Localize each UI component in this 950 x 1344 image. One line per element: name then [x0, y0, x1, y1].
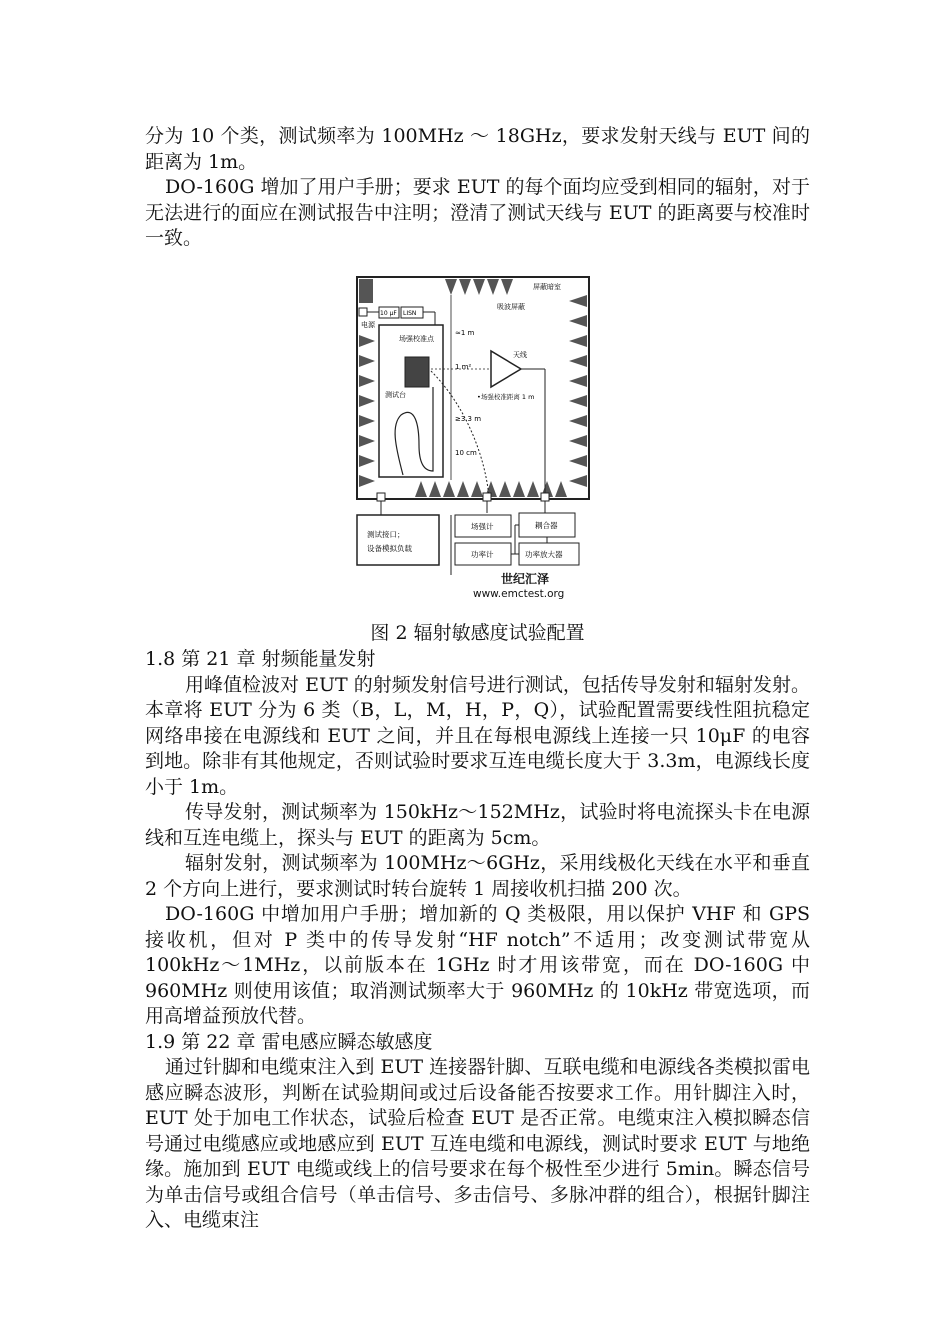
- power-connector-box: [359, 308, 367, 316]
- label-test-interface: 测试接口；: [367, 530, 405, 539]
- label-distance-3-3m: ≥3.3 m: [455, 415, 482, 423]
- label-test-table: 测试台: [385, 391, 406, 399]
- intro-paragraph-2: DO-160G 增加了用户手册；要求 EUT 的每个面均应受到相同的辐射，对于无法进行的面应在测试报告中注明；澄清了测试天线与 EUT 的距离要与校准时一致。: [145, 176, 810, 249]
- wall-connector-3: [377, 493, 385, 501]
- test-interface-box: [357, 515, 439, 565]
- label-1m2: 1 m²: [455, 363, 472, 371]
- label-calibration-point: 场强校准点: [399, 335, 434, 343]
- watermark-url: www.emctest.org: [473, 588, 565, 600]
- section-1-8-paragraph-3: 辐射发射，测试频率为 100MHz～6GHz，采用线极化天线在水平和垂直 2 个方向上进行，要求测试时转台旋转 1 周接收机扫描 200 次。: [145, 852, 810, 900]
- wall-connector-2: [541, 493, 549, 501]
- label-shielded-room: 屏蔽暗室: [533, 283, 561, 291]
- intro-paragraph-1: 分为 10 个类，测试频率为 100MHz ～ 18GHz，要求发射天线与 EUT 间的距离为 1m。: [145, 125, 810, 173]
- label-coupler: 耦合器: [535, 521, 558, 530]
- section-1-8-paragraph-1: 用峰值检波对 EUT 的射频发射信号进行测试，包括传导发射和辐射发射。本章将 EUT 分为 6 类（B，L，M，H，P，Q），试验配置需要线性阻抗稳定网络串接在电源线和 EUT 之间，并且在每根电源线上连接一只 10μF 的电容到地。除非有其他规定，否则试验时要求互连电缆长度大于 3.3m，电源线长度小于 1m。: [145, 673, 810, 798]
- section-1-9-paragraph-1: 通过针脚和电缆束注入到 EUT 连接器针脚、互联电缆和电源线各类模拟雷电感应瞬态波形，判断在试验期间或过后设备能否按要求工作。用针脚注入时，EUT 处于加电工作状态，试验后检查 EUT 是否正常。电缆束注入模拟瞬态信号通过电缆感应或地感应到 EUT 互连电缆和电源线，测试时要求 EUT 与地绝缘。施加到 EUT 电缆或线上的信号要求在每个极性至少进行 5min。瞬态信号为单击信号或组合信号（单击信号、多击信号、多脉冲群的组合），根据针脚注入、电缆束注: [145, 1056, 810, 1231]
- label-distance-1m: ≈1 m: [455, 329, 475, 337]
- section-1-8-paragraph-2: 传导发射，测试频率为 150kHz～152MHz，试验时将电流探头卡在电源线和互连电缆上，探头与 EUT 的距离为 5cm。: [145, 801, 810, 849]
- section-1-8-paragraph-4: DO-160G 中增加用户手册；增加新的 Q 类极限，用以保护 VHF 和 GPS 接收机，但对 P 类中的传导发射“HF notch”不适用；改变测试带宽从 100kHz～1MHz，以前版本在 1GHz 时才用该带宽，而在 DO-160G 中 960MHz 则使用该值；取消测试频率大于 960MHz 的 10kHz 带宽选项，而用高增益预放代替。: [145, 903, 810, 1027]
- label-field-meter: 场强计: [471, 522, 494, 531]
- label-load-simulator: 设备模拟负载: [367, 544, 412, 553]
- figure-caption: 图 2 辐射敏感度试验配置: [370, 622, 585, 644]
- eut-box: [405, 357, 429, 387]
- label-power-amplifier: 功率放大器: [525, 550, 563, 559]
- label-power-meter: 功率计: [471, 550, 494, 559]
- watermark-chinese: 世纪汇泽: [501, 572, 550, 586]
- section-1-8: [145, 647, 810, 1234]
- wall-connector-1: [483, 493, 491, 501]
- label-power: 电源: [361, 321, 375, 329]
- label-lisn: LISN: [403, 310, 417, 317]
- setup-diagram: [355, 275, 595, 605]
- label-antenna: 天线: [513, 351, 527, 359]
- label-absorber: 吸波屏蔽: [497, 303, 525, 311]
- label-calibration-distance: •场强校准距离 1 m: [477, 393, 535, 401]
- label-capacitor: 10 μF: [380, 310, 397, 317]
- figure-radiated-susceptibility-setup: [355, 275, 595, 605]
- intro-text: [145, 124, 810, 252]
- section-1-9-heading: 1.9 第 22 章 雷电感应瞬态敏感度: [145, 1030, 433, 1053]
- section-1-8-heading: 1.8 第 21 章 射频能量发射: [145, 648, 376, 670]
- label-distance-10cm: 10 cm: [455, 449, 477, 457]
